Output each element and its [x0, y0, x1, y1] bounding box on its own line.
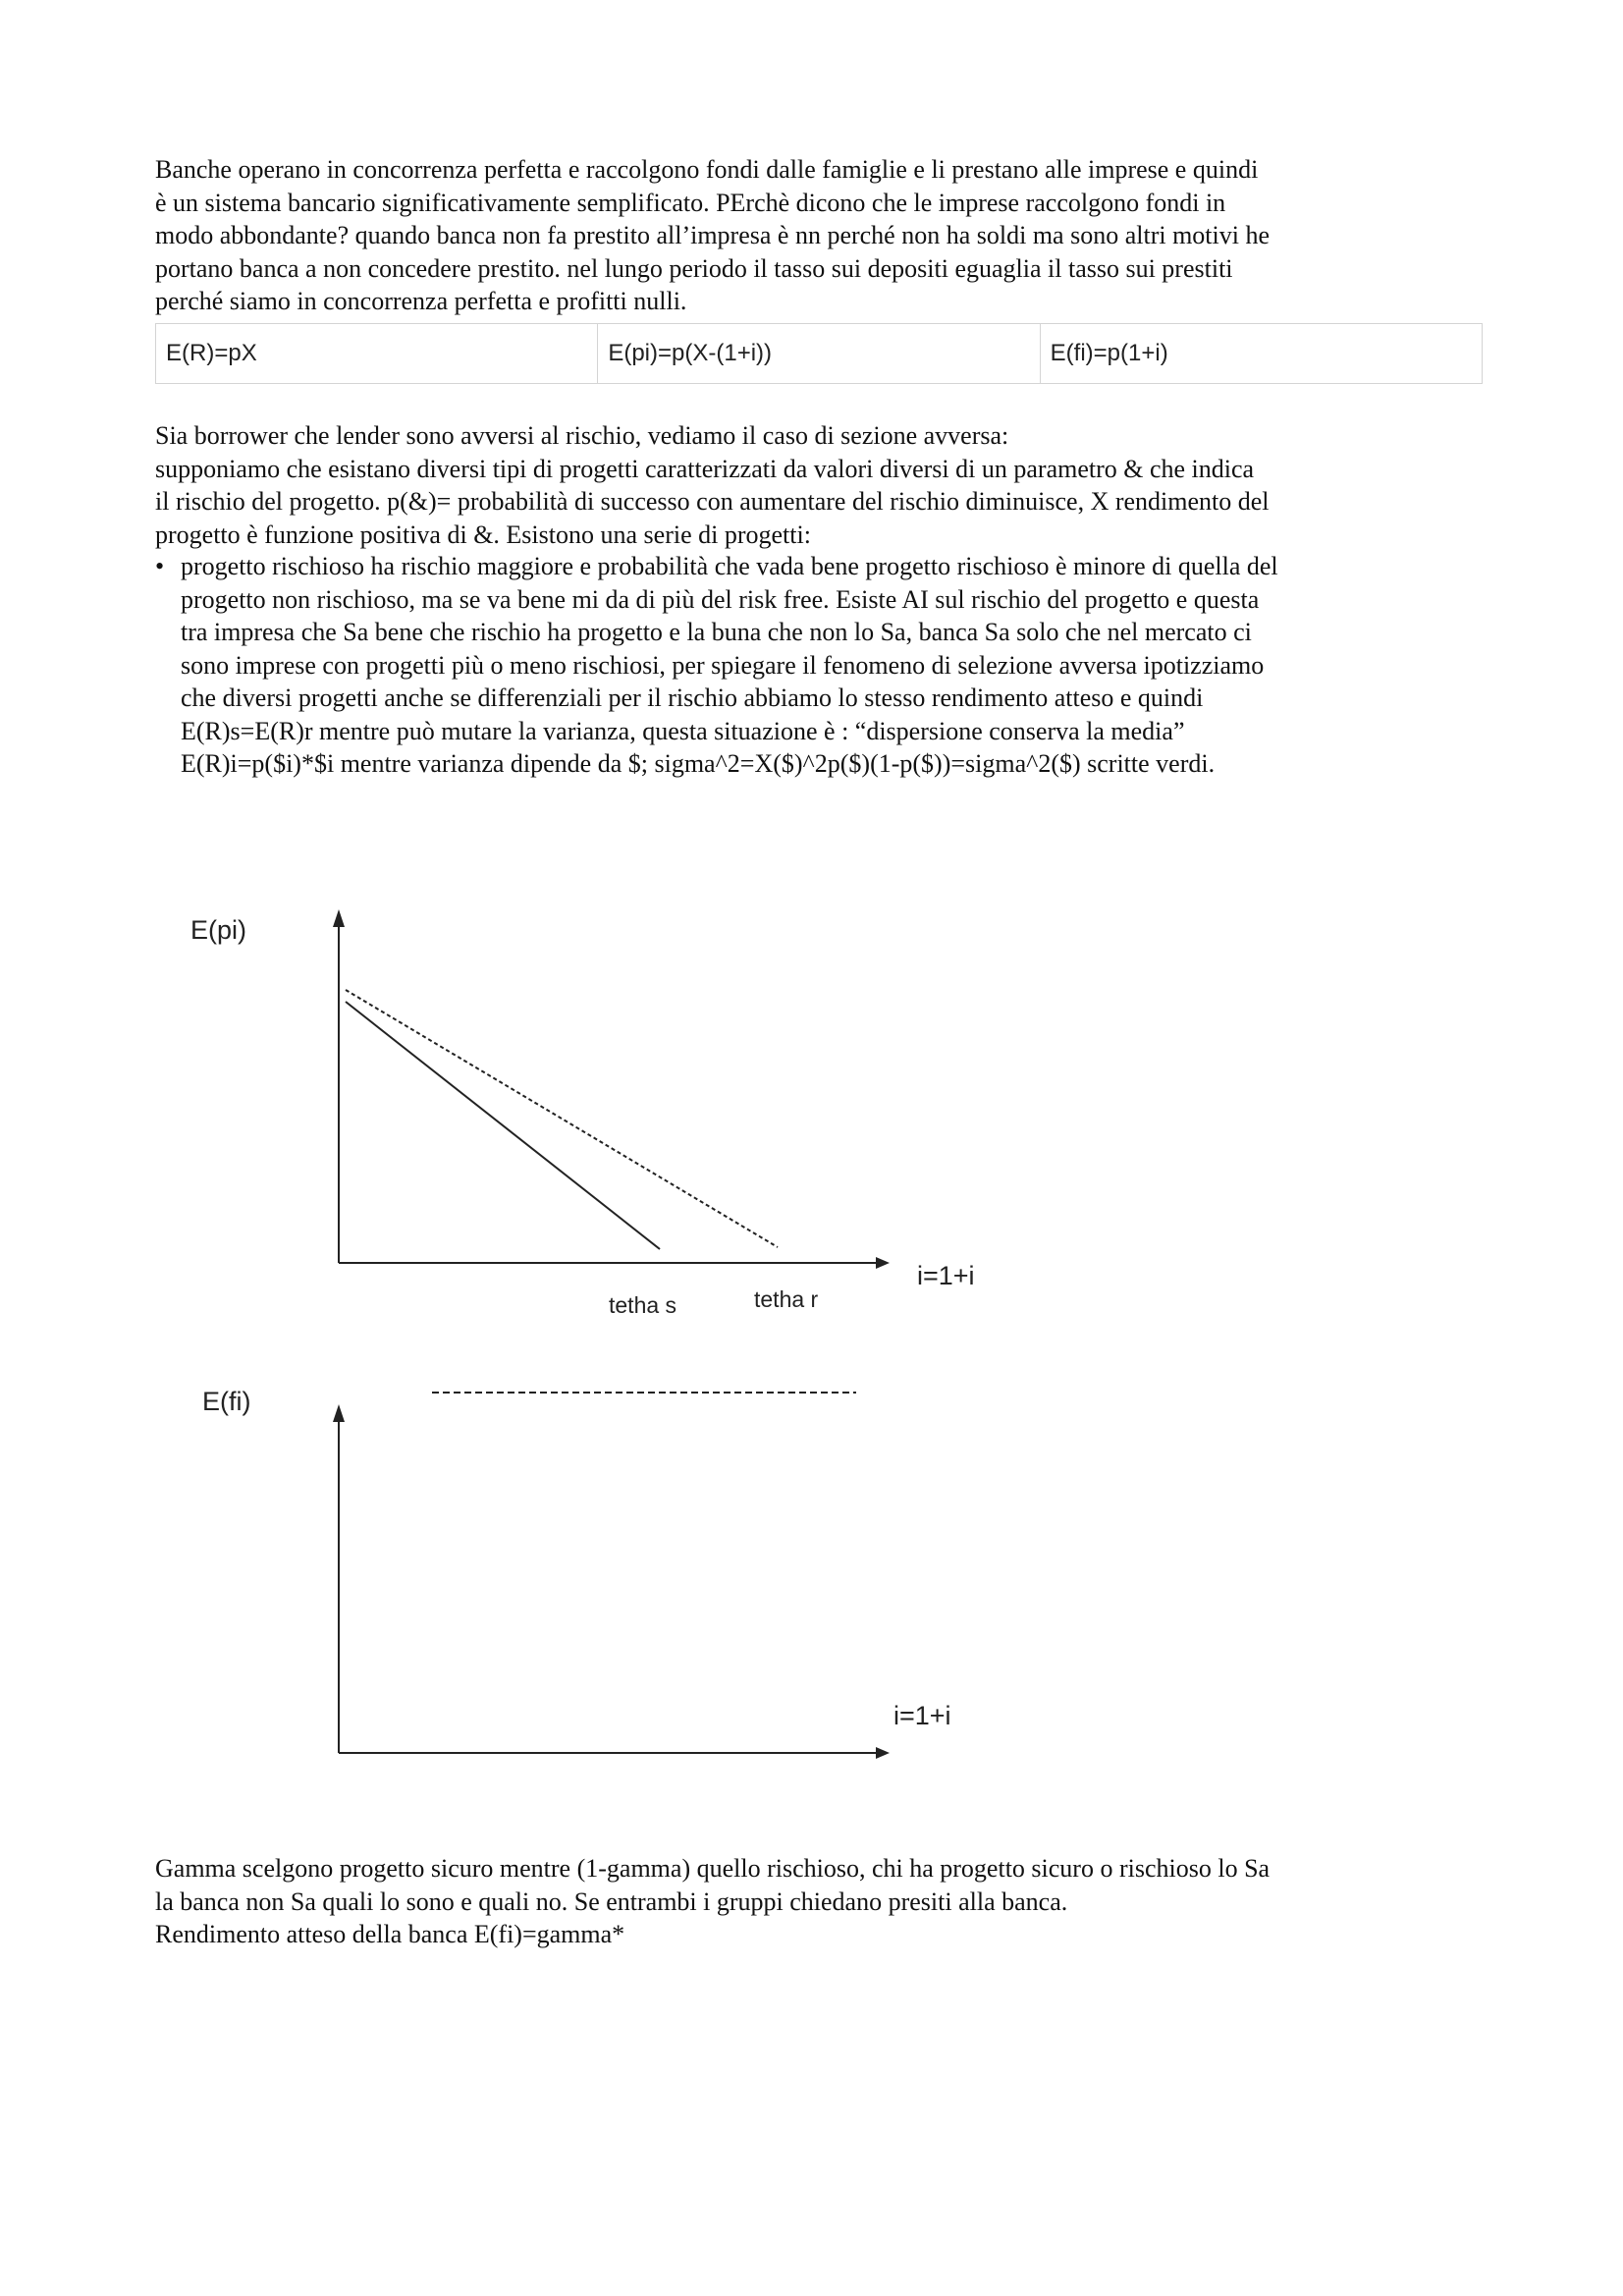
graph1-line-tetha-r: [346, 990, 778, 1247]
bullet-icon: •: [155, 552, 165, 580]
table-cell-expected-return: E(R)=pX: [156, 324, 598, 384]
table-cell-expected-bank-return: E(fi)=p(1+i): [1040, 324, 1482, 384]
graph1-tetha-r-label: tetha r: [754, 1286, 819, 1312]
graph1-tetha-s-label: tetha s: [609, 1292, 677, 1318]
bullet-line: progetto non rischioso, ma se va bene mi da di più del risk free. Esiste AI sul rischio del progetto e questa: [181, 584, 1260, 614]
graph2-y-label: E(fi): [202, 1387, 251, 1416]
graph1-x-arrow: [876, 1257, 890, 1269]
bullet-line: tra impresa che Sa bene che rischio ha progetto e la buna che non lo Sa, banca Sa solo che nel mercato ci: [181, 618, 1252, 646]
graph1-y-arrow: [333, 909, 345, 927]
graph2: [333, 1393, 890, 1759]
graph1: [333, 909, 890, 1269]
risk-line: il rischio del progetto. p(&)= probabilità di successo con aumentare del rischio diminuisce, X rendimento del: [155, 487, 1270, 516]
risk-line: supponiamo che esistano diversi tipi di progetti caratterizzati da valori diversi di un parametro & che indica: [155, 454, 1255, 483]
bullet-line: che diversi progetti anche se differenziali per il rischio abbiamo lo stesso rendimento atteso e quindi: [181, 683, 1204, 712]
graph1-x-label: i=1+i: [917, 1261, 975, 1290]
graph2-x-arrow: [876, 1747, 890, 1759]
risk-line: progetto è funzione positiva di &. Esistono una serie di progetti:: [155, 519, 811, 549]
graph1-line-tetha-s: [346, 1002, 660, 1249]
intro-line: è un sistema bancario significativamente semplificato. PErchè dicono che le imprese raccolgono fondi in: [155, 188, 1226, 217]
intro-line: modo abbondante? quando banca non fa prestito all’impresa è nn perché non ha soldi ma sono altri motivi he: [155, 221, 1271, 249]
intro-line: Banche operano in concorrenza perfetta e raccolgono fondi dalle famiglie e li prestano alle imprese e quindi: [155, 155, 1259, 184]
outro-line: la banca non Sa quali lo sono e quali no. Se entrambi i gruppi chiedano presiti alla banca.: [155, 1886, 1068, 1916]
intro-line: portano banca a non concedere prestito. nel lungo periodo il tasso sui depositi eguaglia il tasso sui prestiti: [155, 253, 1233, 283]
intro-line: perché siamo in concorrenza perfetta e profitti nulli.: [155, 287, 687, 315]
bullet-line: E(R)s=E(R)r mentre può mutare la varianza, questa situazione è : “dispersione conserva la media”: [181, 716, 1185, 745]
outro-line: Rendimento atteso della banca E(fi)=gamma*: [155, 1920, 625, 1948]
bullet-line: E(R)i=p($i)*$i mentre varianza dipende da $; sigma^2=X($)^2p($)(1-p($))=sigma^2($) scritte verdi.: [181, 749, 1216, 778]
outro-line: Gamma scelgono progetto sicuro mentre (1-gamma) quello rischioso, chi ha progetto sicuro o rischioso lo Sa: [155, 1854, 1271, 1883]
outro-paragraph: [155, 1852, 1490, 1951]
graph2-x-label: i=1+i: [893, 1701, 951, 1730]
risk-line: Sia borrower che lender sono avversi al rischio, vediamo il caso di sezione avversa:: [155, 421, 1009, 450]
table-cell-expected-profit: E(pi)=p(X-(1+i)): [598, 324, 1040, 384]
bullet-line: sono imprese con progetti più o meno rischiosi, per spiegare il fenomeno di selezione avversa ipotizziamo: [181, 650, 1265, 680]
bullet-line: progetto rischioso ha rischio maggiore e probabilità che vada bene progetto rischioso è minore di quella del: [181, 552, 1278, 580]
graph2-y-arrow: [333, 1404, 345, 1422]
graph1-y-label: E(pi): [190, 915, 247, 945]
